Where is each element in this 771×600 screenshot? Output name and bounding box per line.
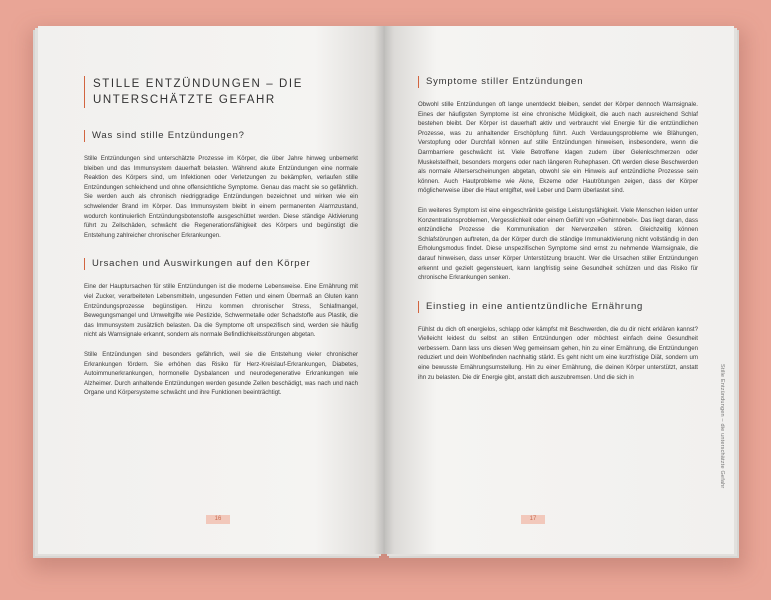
page-number: 16: [206, 515, 230, 524]
section-title-symptoms: Symptome stiller Entzündungen: [418, 76, 698, 88]
chapter-title: STILLE ENTZÜNDUNGEN – DIE UNTERSCHÄTZTE GEFAHR: [84, 76, 358, 108]
paragraph: Stille Entzündungen sind unterschätzte Prozesse im Körper, die über Jahre hinweg unbemerkt bleiben und das Immunsystem dauerhaft belasten. Während akute Entzündungen eine normale Reaktion des Körpers sind, um Infektionen oder Verletzungen zu bekämpfen, verlaufen stille Entzündungen schleichend und ohne offensichtliche Symptome. Genau das macht sie so gefährlich. Sie werden auch als chronisch niedriggradige Entzündungen bezeichnet und wirken wie ein schwelender Brand im Körper. Das Immunsystem bleibt in einem permanenten Alarmzustand, wodurch kontinuierlich Entzündungsbotenstoffe ausgeschüttet werden. Diese ständige Aktivierung führt zu Zellschäden, schwächt die Regenerationsfähigkeit des Körpers und begünstigt die Entstehung zahlreicher chronischer Erkrankungen.: [84, 155, 358, 239]
right-page: [384, 26, 734, 554]
paragraph: Eine der Hauptursachen für stille Entzündungen ist die moderne Lebensweise. Eine Ernährung mit viel Zucker, verarbeiteten Lebensmitteln, ungesunden Fetten und einem Übermaß an Gluten kann Entzündungsprozesse begünstigen. Hinzu kommen chronischer Stress, Schlafmangel, Bewegungsmangel und Umweltgifte wie Pestizide, Schwermetalle oder Schadstoffe aus Plastik, die das Immunsystem zusätzlich belasten. Da die Symptome oft unspezifisch sind, werden sie häufig nicht als Warnsignale erkannt, sondern als normale Befindlichkeitsstörungen abgetan.: [84, 283, 358, 339]
section-title-causes: Ursachen und Auswirkungen auf den Körper: [84, 258, 358, 270]
paragraph: Ein weiteres Symptom ist eine eingeschränkte geistige Leistungsfähigkeit. Viele Menschen leiden unter Konzentrationsproblemen, Vergesslichkeit oder einem Gefühl von »Gehirnnebel«. Das liegt daran, dass entzündliche Prozesse die Kommunikation der Nervenzellen stören. Gleichzeitig können Schlafstörungen auftreten, da der Körper durch die ständige Immunaktivierung nicht vollständig in den Erholungsmodus findet. Diese unspezifischen Symptome sind ernst zu nehmende Warnsignale, die darauf hinweisen, dass unser Körper Unterstützung braucht. Wer die Ursachen stiller Entzündungen erkennt und gezielt gegensteuert, kann langfristig seine Gesundheit schützen und das Risiko für chronische Erkrankungen senken.: [418, 206, 698, 282]
paragraph: Stille Entzündungen sind besonders gefährlich, weil sie die Entstehung vieler chronischer Erkrankungen fördern. Sie erhöhen das Risiko für Herz-Kreislauf-Erkrankungen, Diabetes, Autoimmunerkrankungen, hormonelle Dysbalancen und neurodegenerative Erkrankungen wie Alzheimer. Durch anhaltende Entzündungen werden gesunde Zellen beschädigt, was nach und nach Organe und Körpersysteme schwächt und ihre Funktionen beeinträchtigt.: [84, 350, 358, 397]
left-page: [38, 26, 384, 554]
paragraph: Fühlst du dich oft energielos, schlapp oder kämpfst mit Beschwerden, die du dir nicht erklären kannst? Vielleicht leidest du selbst an stillen Entzündungen oder möchtest einfach deine Gesundheit verbessern. Dann lass uns diesen Weg gemeinsam gehen, hin zu einer Ernährung, die Entzündungen reduziert und dein Wohlbefinden nachhaltig stärkt. Es geht nicht um eine kurzfristige Diät, sondern um eine bewusste Ernährungsumstellung. Hin zu einer Ernährung, die deinen Körper unterstützt, anstatt ihn zu belasten. Die dir Energie gibt, anstatt dich auszubremsen. Und die sich in: [418, 325, 698, 381]
book-gutter: [374, 26, 394, 554]
paragraph: Obwohl stille Entzündungen oft lange unentdeckt bleiben, sendet der Körper dennoch Warnsignale. Eines der häufigsten Symptome ist eine chronische Müdigkeit, die auch nach ausreichend Schlaf bestehen bleibt. Der Körper ist dauerhaft aktiv und verbraucht viel Energie für die entzündlichen Prozesse, was zu anhaltender Erschöpfung führt. Auch Verdauungsprobleme wie Blähungen, Verstopfung oder Durchfall können auf stille Entzündungen hinweisen, insbesondere, wenn die Darmbarriere geschwächt ist. Viele Betroffene klagen zudem über Gelenkschmerzen oder Muskelsteifheit, besonders morgens oder nach längeren Ruhephasen. Oft werden diese Beschwerden als normale Alterserscheinungen abgetan, obwohl sie ein Hinweis auf entzündliche Prozesse sein können. Auch Hautprobleme wie Akne, Ekzeme oder Hautrötungen zeigen, dass der Körper möglicherweise über die Haut entgiftet, weil Leber und Darm überlastet sind.: [418, 101, 698, 195]
page-number: 17: [521, 515, 545, 524]
section-title-what-are: Was sind stille Entzündungen?: [84, 130, 358, 142]
running-head: Stille Entzündungen – die unterschätzte Gefahr: [719, 363, 725, 489]
section-title-nutrition: Einstieg in eine antientzündliche Ernährung: [418, 301, 698, 313]
